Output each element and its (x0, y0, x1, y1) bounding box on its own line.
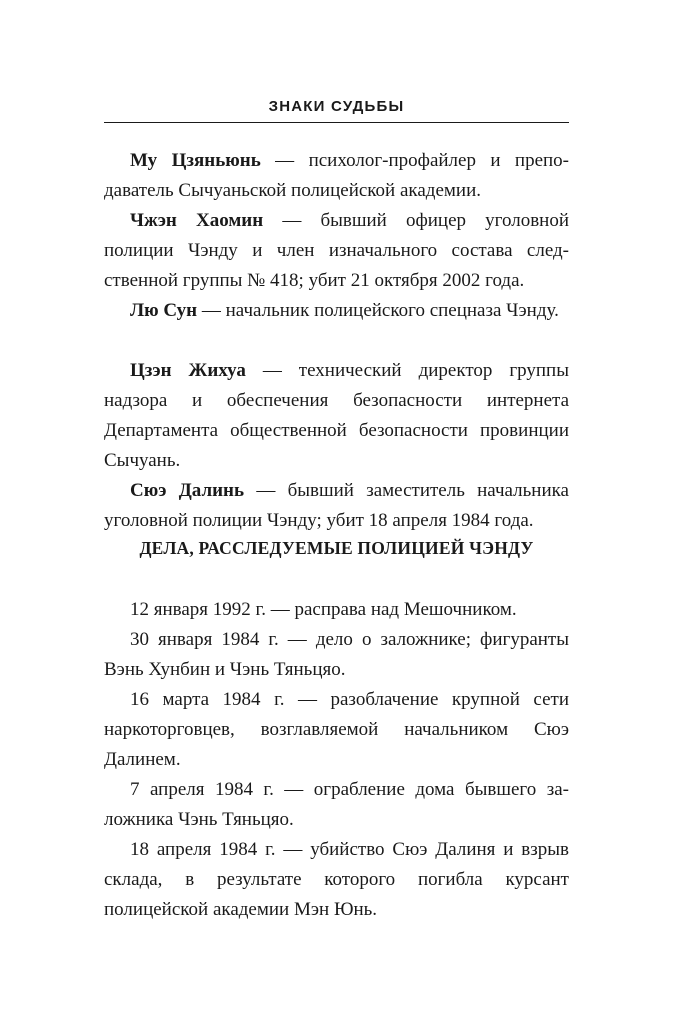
case-entry: 16 марта 1984 г. — разоблачение крупной сети наркоторговцев, возглавляемой начальником Сюэ Далинем. (104, 689, 569, 770)
character-entry (104, 146, 569, 206)
character-name: Чжэн Хаомин (130, 210, 264, 231)
character-name: Сюэ Далинь (130, 480, 245, 501)
case-entry: 7 апреля 1984 г. — ограбление дома бывшего заложника Чэнь Тяньцяо. (104, 779, 569, 830)
character-description: — бывший офицер уголовной полиции Чэнду и член изначального состава следственной группы № 418; убит 21 октября 2002 года. (104, 210, 569, 291)
character-entry (104, 296, 569, 326)
character-description: — психолог-профайлер и преподаватель Сычуаньской полицейской академии. (104, 150, 569, 201)
character-name: Му Цзяньюнь (130, 150, 261, 171)
case-entry: 18 апреля 1984 г. — убийство Сюэ Далиня и взрыв склада, в результате которого погибла курсант полицейской академии Мэн Юнь. (104, 839, 569, 920)
case-entry: 30 января 1984 г. — дело о заложнике; фигуранты Вэнь Хунбин и Чэнь Тяньцяо. (104, 629, 569, 680)
character-entry (104, 356, 569, 476)
section-title: ДЕЛА, РАССЛЕДУЕМЫЕ ПОЛИЦИЕЙ ЧЭНДУ (139, 538, 534, 558)
character-description: — начальник полицейского спецназа Чэнду. (197, 300, 559, 321)
character-description: — технический директор группы надзора и обеспечения безопасности интернета Департамента общественной безопасности провинции Сычуань. (104, 360, 569, 471)
running-title: ЗНАКИ СУДЬБЫ (268, 98, 405, 115)
header-rule (104, 122, 569, 123)
character-entry (104, 206, 569, 296)
character-name: Лю Сун (130, 300, 198, 321)
case-entry: 12 января 1992 г. — расправа над Мешочником. (130, 599, 517, 620)
character-name: Цзэн Жихуа (130, 360, 246, 381)
character-description: — бывший заместитель начальника уголовной полиции Чэнду; убит 18 апреля 1984 года. (104, 480, 569, 531)
character-entry (104, 476, 569, 536)
